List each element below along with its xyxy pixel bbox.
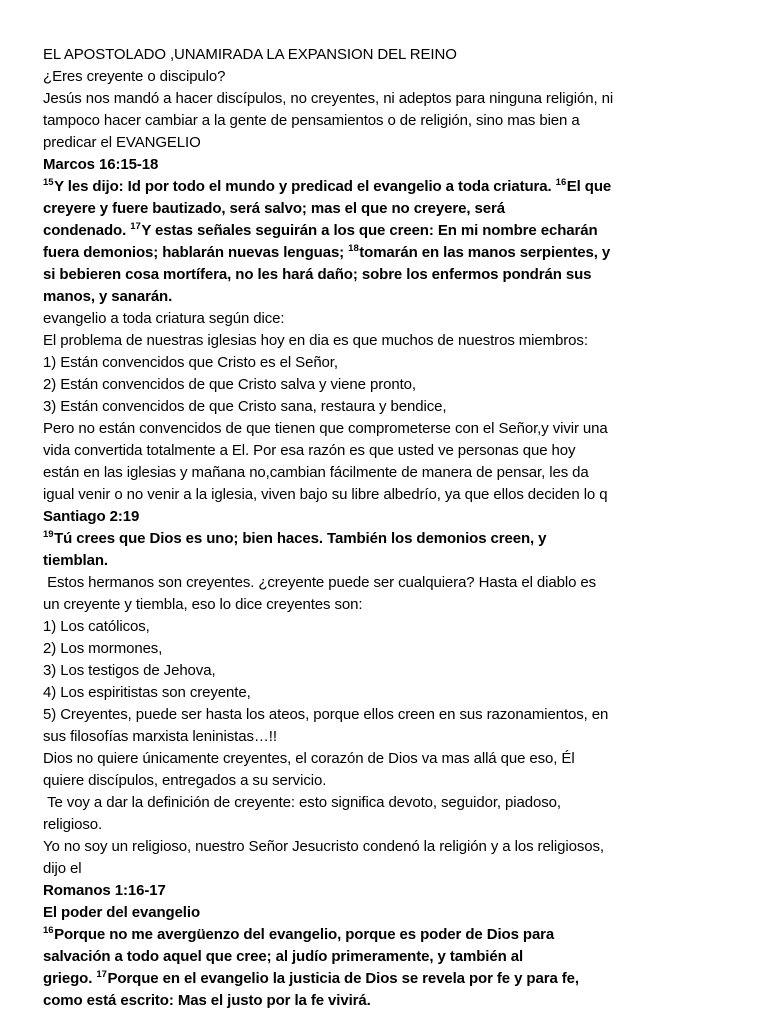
body-line [43, 770, 730, 792]
line-text: 3) Están convencidos de que Cristo sana, restaura y bendice, [43, 398, 447, 415]
line-text: 2) Están convencidos de que Cristo salva y viene pronto, [43, 376, 416, 393]
line-text: un creyente y tiembla, eso lo dice creyentes son: [43, 596, 363, 613]
body-line [43, 814, 730, 836]
scripture-reference-santiago [43, 506, 730, 528]
line-text: como está escrito: Mas el justo por la fe vivirá. [43, 992, 371, 1009]
intro-question [43, 66, 730, 88]
verse-number: 17 [96, 969, 107, 980]
document-text-body [43, 44, 730, 1012]
line-text: El que [566, 178, 612, 195]
line-text: Santiago 2:19 [43, 508, 140, 525]
scripture-line [43, 968, 730, 990]
line-text: creyere y fuere bautizado, será salvo; mas el que no creyere, será [43, 200, 505, 217]
verse-number: 17 [130, 221, 141, 232]
numbered-list-item [43, 352, 730, 374]
numbered-list-item [43, 704, 730, 726]
intro-paragraph-line [43, 110, 730, 132]
line-text: griego. [43, 970, 97, 987]
scripture-reference-romanos [43, 880, 730, 902]
line-text: ¿Eres creyente o discipulo? [43, 68, 226, 85]
line-text: Dios no quiere únicamente creyentes, el corazón de Dios va mas allá que eso, Él [43, 750, 575, 767]
body-line [43, 308, 730, 330]
line-text: 5) Creyentes, puede ser hasta los ateos, porque ellos creen en sus razonamientos, en [43, 706, 609, 723]
body-line [43, 330, 730, 352]
body-line [43, 462, 730, 484]
line-text: Yo no soy un religioso, nuestro Señor Jesucristo condenó la religión y a los religiosos, [43, 838, 604, 855]
scripture-line [43, 220, 730, 242]
line-text: Y estas señales seguirán a los que creen: En mi nombre echarán [141, 222, 598, 239]
line-text: tomarán en las manos serpientes, y [359, 244, 611, 261]
line-text: 2) Los mormones, [43, 640, 163, 657]
line-text: Pero no están convencidos de que tienen que comprometerse con el Señor,y vivir una [43, 420, 608, 437]
body-line [43, 484, 730, 506]
line-text: Y les dijo: Id por todo el mundo y predicad el evangelio a toda criatura. [54, 178, 556, 195]
line-text: igual venir o no venir a la iglesia, viven bajo su libre albedrío, ya que ellos deciden lo q [43, 486, 608, 503]
line-text: religioso. [43, 816, 103, 833]
scripture-line [43, 176, 730, 198]
scripture-line [43, 528, 730, 550]
body-line [43, 418, 730, 440]
line-text: salvación a todo aquel que cree; al judío primeramente, y también al [43, 948, 524, 965]
scripture-subtitle [43, 902, 730, 924]
line-text: evangelio a toda criatura según dice: [43, 310, 285, 327]
verse-number: 16 [43, 925, 54, 936]
line-text: tampoco hacer cambiar a la gente de pensamientos o de religión, sino mas bien a [43, 112, 580, 129]
scripture-line [43, 264, 730, 286]
verse-number: 16 [555, 177, 567, 188]
body-line [43, 792, 730, 814]
line-text: quiere discípulos, entregados a su servicio. [43, 772, 327, 789]
line-text: EL APOSTOLADO ,UNAMIRADA LA EXPANSION DEL REINO [43, 46, 457, 63]
line-text: fuera demonios; hablarán nuevas lenguas; [43, 244, 349, 261]
verse-number: 18 [348, 243, 359, 254]
intro-paragraph-line [43, 132, 730, 154]
verse-number: 19 [43, 529, 54, 540]
line-text: 4) Los espiritistas son creyente, [43, 684, 251, 701]
line-text: Te voy a dar la definición de creyente: esto significa devoto, seguidor, piadoso, [43, 794, 561, 811]
body-line [43, 440, 730, 462]
verse-number: 15 [43, 177, 54, 188]
line-text: 1) Están convencidos que Cristo es el Señor, [43, 354, 338, 371]
line-text: El poder del evangelio [43, 904, 201, 921]
numbered-list-item [43, 726, 730, 748]
scripture-line [43, 286, 730, 308]
scripture-line [43, 924, 730, 946]
line-text: manos, y sanarán. [43, 288, 173, 305]
line-text: vida convertida totalmente a El. Por esa razón es que usted ve personas que hoy [43, 442, 576, 459]
numbered-list-item [43, 396, 730, 418]
numbered-list-item [43, 660, 730, 682]
scripture-line [43, 550, 730, 572]
scripture-line [43, 990, 730, 1012]
line-text: Jesús nos mandó a hacer discípulos, no creyentes, ni adeptos para ninguna religión, ni [43, 90, 614, 107]
line-text: Porque no me avergüenzo del evangelio, porque es poder de Dios para [54, 926, 555, 943]
line-text: Romanos 1:16-17 [43, 882, 166, 899]
scripture-line [43, 242, 730, 264]
line-text: predicar el EVANGELIO [43, 134, 201, 151]
line-text: Tú crees que Dios es uno; bien haces. También los demonios creen, y [54, 530, 547, 547]
line-text: si bebieren cosa mortífera, no les hará daño; sobre los enfermos pondrán sus [43, 266, 592, 283]
line-text: dijo el [43, 860, 82, 877]
numbered-list-item [43, 374, 730, 396]
numbered-list-item [43, 616, 730, 638]
body-line [43, 748, 730, 770]
line-text: condenado. [43, 222, 131, 239]
numbered-list-item [43, 682, 730, 704]
line-text: El problema de nuestras iglesias hoy en dia es que muchos de nuestros miembros: [43, 332, 588, 349]
scripture-line [43, 198, 730, 220]
body-line [43, 594, 730, 616]
scripture-reference-marcos [43, 154, 730, 176]
line-text: Marcos 16:15-18 [43, 156, 159, 173]
line-text: sus filosofías marxista leninistas…!! [43, 728, 277, 745]
line-text: 3) Los testigos de Jehova, [43, 662, 216, 679]
line-text: Porque en el evangelio la justicia de Dios se revela por fe y para fe, [107, 970, 579, 987]
document-title [43, 44, 730, 66]
intro-paragraph-line [43, 88, 730, 110]
body-line [43, 858, 730, 880]
line-text: están en las iglesias y mañana no,cambian fácilmente de manera de pensar, les da [43, 464, 589, 481]
scripture-line [43, 946, 730, 968]
line-text: 1) Los católicos, [43, 618, 150, 635]
numbered-list-item [43, 638, 730, 660]
line-text: tiemblan. [43, 552, 108, 569]
line-text: Estos hermanos son creyentes. ¿creyente puede ser cualquiera? Hasta el diablo es [43, 574, 597, 591]
body-line [43, 836, 730, 858]
body-line [43, 572, 730, 594]
